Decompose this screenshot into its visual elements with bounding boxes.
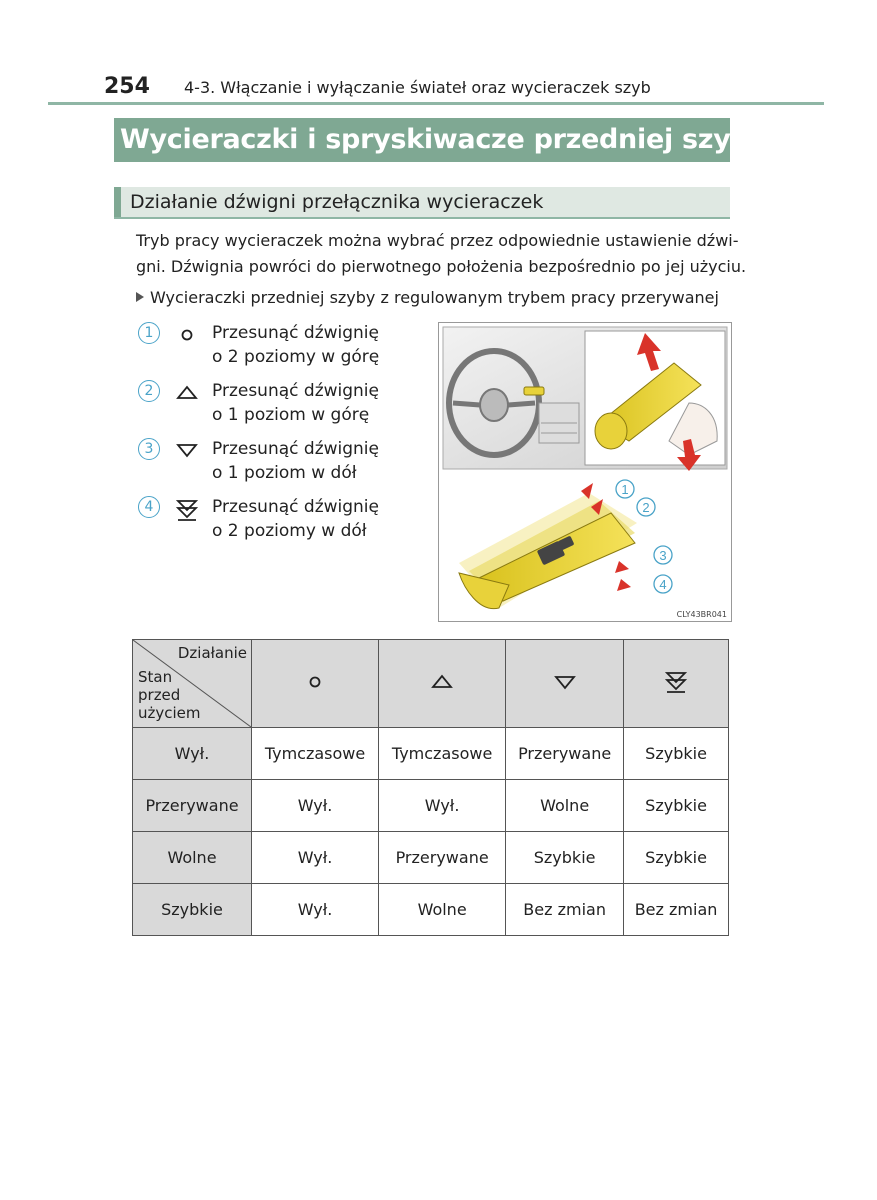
table-cell: Bez zmian	[506, 884, 624, 936]
callout-4	[654, 575, 672, 593]
wiper-mode-table	[132, 639, 729, 936]
intro-paragraph	[136, 228, 747, 280]
row-state-cell: Wył.	[133, 728, 252, 780]
table-row	[133, 780, 729, 832]
table-header-row	[133, 640, 729, 728]
row-state-cell: Przerywane	[133, 780, 252, 832]
step-line-2: o 2 poziomy w górę	[212, 347, 380, 367]
svg-text:2: 2	[642, 500, 650, 515]
double-down-triangle-icon	[176, 498, 198, 522]
header-down-cell	[506, 640, 624, 728]
row-state-cell: Szybkie	[133, 884, 252, 936]
wiper-lever-illustration	[438, 322, 732, 622]
table-cell: Wolne	[379, 884, 506, 936]
step-line-1: Przesunąć dźwignię	[212, 381, 379, 401]
step-number: 2	[138, 380, 160, 402]
table-corner-cell	[133, 640, 252, 728]
table-cell: Szybkie	[624, 832, 729, 884]
corner-state-line-1: Stan	[138, 668, 173, 686]
header-circle-cell	[252, 640, 379, 728]
table-cell: Bez zmian	[624, 884, 729, 936]
step-line-2: o 1 poziom w dół	[212, 463, 357, 483]
intro-line-2: gni. Dźwignia powróci do pierwotnego położenia bezpośrednio po jej użyciu.	[136, 257, 747, 276]
step-line-1: Przesunąć dźwignię	[212, 323, 379, 343]
down-triangle-icon	[176, 440, 198, 460]
table-cell: Szybkie	[506, 832, 624, 884]
step-2	[138, 380, 428, 432]
bullet-text: Wycieraczki przedniej szyby z regulowanym trybem pracy przerywanej	[150, 288, 719, 307]
table-cell: Szybkie	[624, 780, 729, 832]
down-triangle-icon	[554, 672, 576, 692]
callout-1	[616, 480, 634, 498]
svg-text:1: 1	[621, 482, 629, 497]
corner-action-label: Działanie	[177, 644, 247, 662]
corner-state-line-3: użyciem	[138, 704, 201, 722]
corner-state-line-2: przed	[138, 686, 181, 704]
subtitle-bar	[114, 187, 730, 219]
illustration-svg	[439, 323, 731, 621]
svg-text:3: 3	[659, 548, 667, 563]
table-cell: Wył.	[379, 780, 506, 832]
intro-line-1: Tryb pracy wycieraczek można wybrać przez odpowiednie ustawienie dźwi-	[136, 231, 739, 250]
table-cell: Wolne	[506, 780, 624, 832]
header-up-cell	[379, 640, 506, 728]
title-bar	[114, 118, 767, 162]
subtitle-accent	[114, 187, 121, 217]
corner-state-label	[138, 668, 201, 722]
step-1	[138, 322, 428, 374]
header-rule	[48, 102, 824, 105]
table-row	[133, 884, 729, 936]
bullet-triangle-icon	[136, 292, 144, 302]
up-triangle-icon	[431, 672, 453, 692]
row-state-cell: Wolne	[133, 832, 252, 884]
page-number: 254	[104, 74, 150, 99]
table-cell: Przerywane	[506, 728, 624, 780]
step-4	[138, 496, 428, 548]
table-cell: Przerywane	[379, 832, 506, 884]
double-down-triangle-icon	[665, 670, 687, 694]
table-cell: Szybkie	[624, 728, 729, 780]
table-row	[133, 728, 729, 780]
table-cell: Wył.	[252, 780, 379, 832]
page-header	[0, 0, 877, 110]
up-triangle-icon	[176, 382, 198, 402]
table-cell: Tymczasowe	[252, 728, 379, 780]
callout-3	[654, 546, 672, 564]
step-3	[138, 438, 428, 490]
step-number: 4	[138, 496, 160, 518]
subtitle: Działanie dźwigni przełącznika wycieraczek	[130, 191, 544, 213]
table-cell: Wył.	[252, 884, 379, 936]
step-number: 3	[138, 438, 160, 460]
svg-text:4: 4	[659, 577, 667, 592]
circle-icon	[176, 324, 198, 344]
figure-code: CLY43BR041	[676, 610, 727, 619]
step-number: 1	[138, 322, 160, 344]
step-line-2: o 2 poziomy w dół	[212, 521, 367, 541]
table-cell: Tymczasowe	[379, 728, 506, 780]
section-path: 4-3. Włączanie i wyłączanie świateł oraz wycieraczek szyb	[184, 78, 651, 97]
page-title: Wycieraczki i spryskiwacze przedniej szyby	[120, 124, 767, 155]
step-line-1: Przesunąć dźwignię	[212, 497, 379, 517]
bullet-item	[136, 287, 719, 309]
step-line-1: Przesunąć dźwignię	[212, 439, 379, 459]
table-cell: Wył.	[252, 832, 379, 884]
callout-2	[637, 498, 655, 516]
step-line-2: o 1 poziom w górę	[212, 405, 370, 425]
table-row	[133, 832, 729, 884]
header-double-down-cell	[624, 640, 729, 728]
circle-icon	[304, 672, 326, 692]
